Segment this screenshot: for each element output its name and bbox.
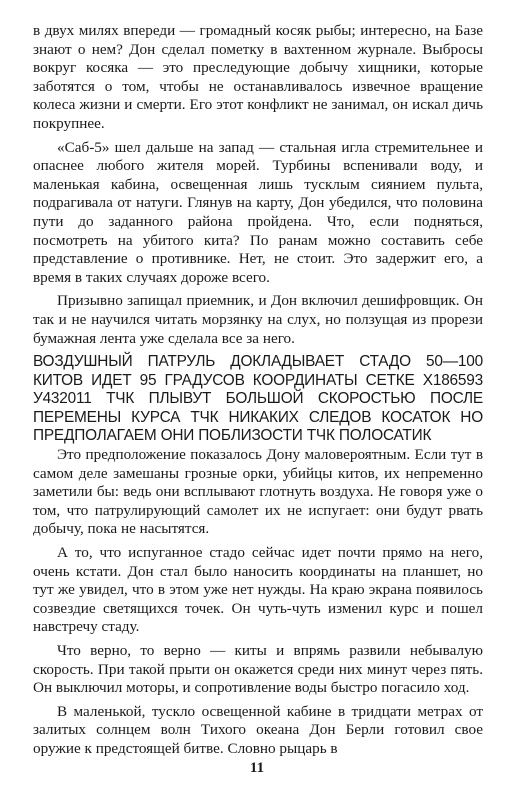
body-text [33,22,483,759]
paragraph-2: «Саб-5» шел дальше на запад — стальная игла стремительнее и опаснее любого жителя морей. Турбины вспенивали воду, и маленькая кабина, освещенная лишь тусклым сиянием пульта, подрагивала от натуги. Глянув на карту, Дон убедился, что половина пути до заданного района пройдена. Что, если подняться, посмотреть на убитого кита? По ранам можно составить себе представление о противнике. Нет, не стоит. Это задержит его, а время в таких случаях дороже всего. [33,138,483,286]
paragraph-5: А то, что испуганное стадо сейчас идет почти прямо на него, очень кстати. Дон стал было наносить координаты на планшет, но тут же увидел, что в этом уже нет нужды. На краю экрана появилось созвездие светящихся точек. Он чуть-чуть изменил курс и пошел навстречу стаду. [33,544,483,636]
telegram-block [33,353,483,446]
paragraph-6: Что верно, то верно — киты и впрямь развили небывалую скорость. При такой прыти он окажется среди них минут через пять. Он выключил моторы, и сопротивление воды быстро погасило ход. [33,642,483,697]
page-number: 11 [249,760,265,776]
paragraph-3: Призывно запищал приемник, и Дон включил дешифровщик. Он так и не научился читать морзянку на слух, но ползущая из прорези бумажная лента уже сделала все за него. [33,292,483,347]
paragraph-1: в двух милях впереди — громадный косяк рыбы; интересно, на Базе знают о нем? Дон сделал пометку в вахтенном журнале. Выбросы вокруг косяка — это преследующие добычу хищники, которые заботятся о том, чтобы не останавливалось извечное вращение колеса жизни и смерти. Его этот конфликт не занимал, он искал дичь покрупнее. [33,22,483,132]
paragraph-7: В маленькой, тускло освещенной кабине в тридцати метрах от залитых солнцем волн Тихого океана Дон Берли готовил свое оружие к предстоящей битве. Словно рыцарь в [33,702,483,757]
paragraph-4: Это предположение показалось Дону маловероятным. Если тут в самом деле замешаны грозные орки, убийцы китов, их непременно заметили бы: ведь они всплывают глотнуть воздуха. Не говоря уже о том, что патрулирующий самолет их не испугает: они будут рвать добычу, пока не насытятся. [33,446,483,538]
telegram-text: ВОЗДУШНЫЙ ПАТРУЛЬ ДОКЛАДЫВАЕТ СТАДО 50—100 КИТОВ ИДЕТ 95 ГРАДУСОВ КООРДИНАТЫ СЕТКЕ Х186593 У432011 ТЧК ПЛЫВУТ БОЛЬШОЙ СКОРОСТЬЮ ПОСЛЕ ПЕРЕМЕНЫ КУРСА ТЧК НИКАКИХ СЛЕДОВ КОСАТОК НО ПРЕДПОЛАГАЕМ ОНИ ПОБЛИЗОСТИ ТЧК ПОЛОСАТИК [33,353,483,445]
